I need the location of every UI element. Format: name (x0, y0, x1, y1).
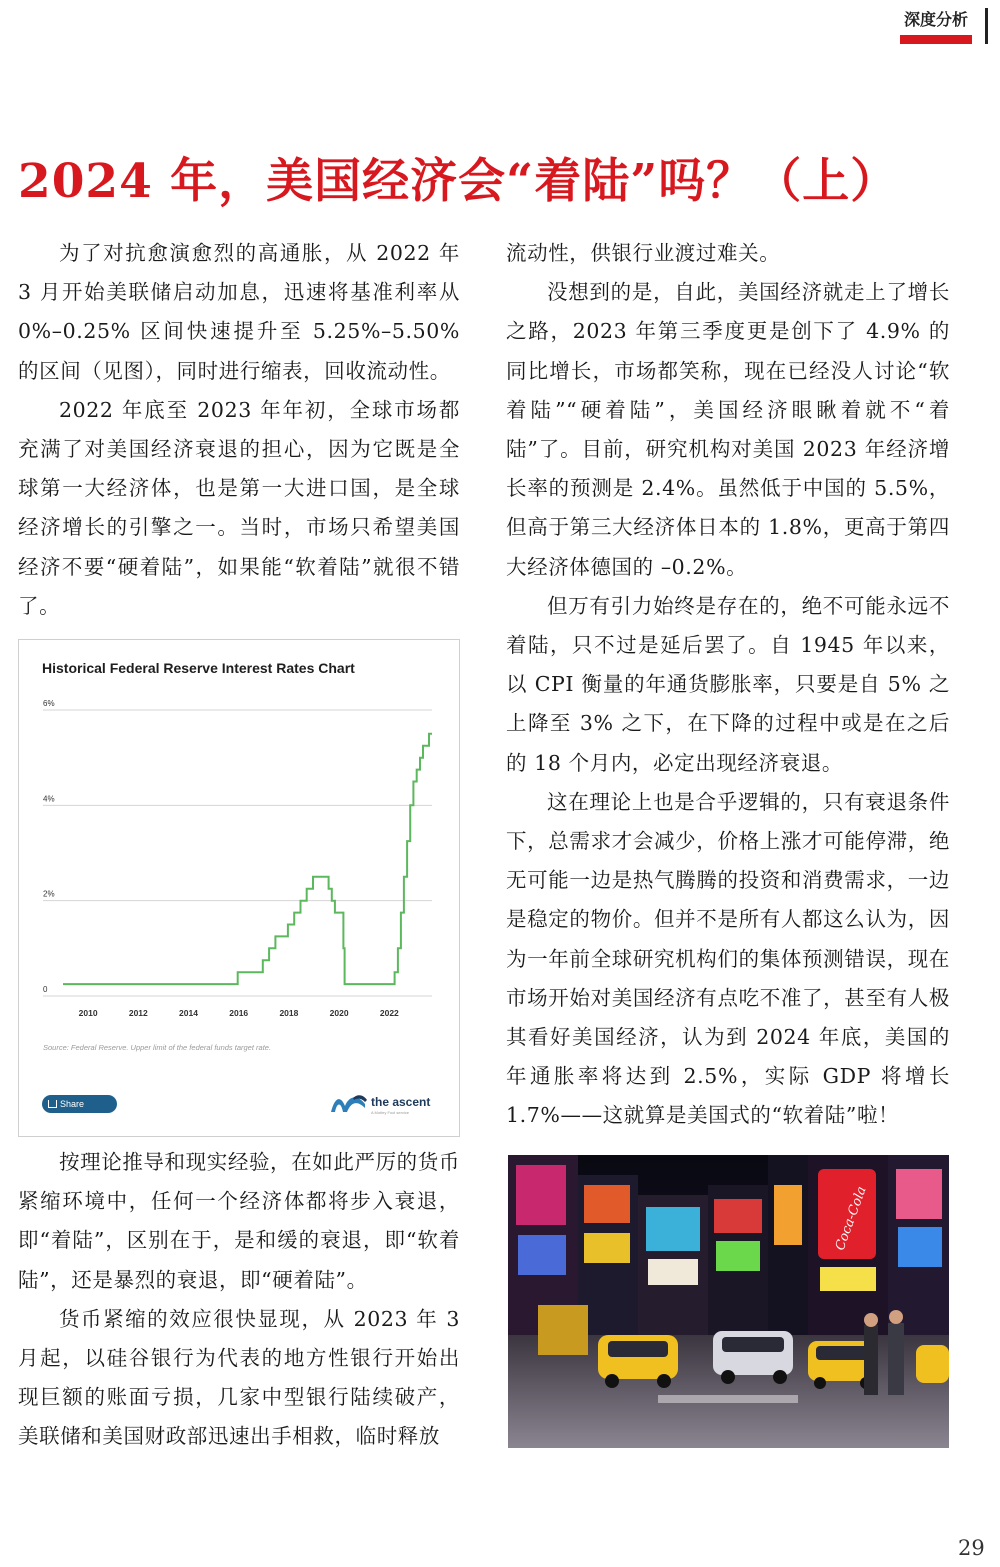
left-column-bottom (18, 1143, 460, 1457)
fed-rate-chart (18, 639, 460, 1137)
right-column (506, 234, 950, 1136)
paragraph: 没想到的是，自此，美国经济就走上了增长之路，2023 年第三季度更是创下了 4.9% 的同比增长，市场都笑称，现在已经没人讨论“软着陆”“硬着陆”，美国经济眼瞅着就不“着陆”了。目前，研究机构对美国 2023 年经济增长率的预测是 2.4%。虽然低于中国的 5.5%，但高于第三大经济体日本的 1.8%，更高于第四大经济体德国的 –0.2%。 (506, 280, 950, 579)
article-title: 2024 年，美国经济会“着陆”吗？（上） (18, 154, 899, 209)
y-tick-label: 6% (43, 699, 55, 708)
paragraph: 按理论推导和现实经验，在如此严厉的货币紧缩环境中，任何一个经济体都将步入衰退，即“着陆”，区别在于，是和缓的衰退，即“软着陆”，还是暴烈的衰退，即“硬着陆”。 (18, 1150, 460, 1292)
the-ascent-logo (329, 1090, 441, 1118)
share-icon (48, 1100, 57, 1108)
y-tick-label: 2% (43, 889, 55, 899)
logo-text: the ascent (371, 1095, 431, 1109)
logo-subtext: A Motley Fool service (371, 1110, 410, 1115)
x-tick-label: 2020 (329, 1008, 349, 1018)
share-button[interactable] (42, 1095, 117, 1113)
rate-line (63, 734, 432, 984)
paragraph: 2022 年底至 2023 年年初，全球市场都充满了对美国经济衰退的担心，因为它既是全球第一大经济体，也是第一大进口国，是全球经济增长的引擎之一。当时，市场只希望美国经济不要“硬着陆”，如果能“软着陆”就很不错了。 (18, 397, 460, 618)
x-tick-label: 2012 (128, 1008, 148, 1018)
paragraph: 但万有引力始终是存在的，绝不可能永远不着陆，只不过是延后罢了。自 1945 年以来，以 CPI 衡量的年通货膨胀率，只要是自 5% 之上降至 3% 之下，在下降的过程中或是在之后的 18 个月内，必定出现经济衰退。 (506, 593, 950, 775)
coca-cola-sign-text: Coca-Cola (832, 1184, 870, 1253)
section-tag (900, 8, 972, 46)
section-tag-bar (900, 35, 972, 44)
share-button-label: Share (60, 1099, 85, 1109)
times-square-photo (508, 1155, 949, 1448)
paragraph-continuation: 流动性，供银行业渡过难关。 (506, 241, 781, 265)
page-number: 29 (958, 1536, 985, 1560)
x-tick-label: 2014 (179, 1008, 198, 1018)
y-tick-label: 4% (43, 794, 55, 804)
paragraph: 货币紧缩的效应很快显现，从 2023 年 3 月起，以硅谷银行为代表的地方性银行开始出现巨额的账面亏损，几家中型银行陆续破产，美联储和美国财政部迅速出手相救，临时释放 (18, 1306, 460, 1449)
x-tick-label: 2016 (229, 1008, 249, 1018)
x-tick-label: 2022 (379, 1008, 399, 1018)
paragraph: 为了对抗愈演愈烈的高通胀，从 2022 年 3 月开始美联储启动加息，迅速将基准利率从 0%–0.25% 区间快速提升至 5.25%–5.50% 的区间（见图），同时进行缩表，回收流动性。 (18, 241, 460, 383)
times-square-illustration (508, 1155, 949, 1448)
ascent-logo-icon (329, 1090, 369, 1116)
section-label: 深度分析 (903, 10, 968, 29)
chart-canvas (19, 640, 459, 1136)
x-tick-label: 2018 (279, 1008, 299, 1018)
chart-title: Historical Federal Reserve Interest Rates Chart (42, 660, 355, 676)
x-tick-label: 2010 (78, 1008, 98, 1018)
header-divider (985, 8, 988, 44)
left-column-top (18, 234, 460, 626)
chart-source-note: Source: Federal Reserve. Upper limit of the federal funds target rate. (43, 1043, 272, 1052)
y-tick-label: 0 (43, 985, 48, 994)
paragraph: 这在理论上也是合乎逻辑的，只有衰退条件下，总需求才会减少，价格上涨才可能停滞，绝无可能一边是热气腾腾的投资和消费需求，一边是稳定的物价。但并不是所有人都这么认为，因为一年前全球研究机构们的集体预测错误，现在市场开始对美国经济有点吃不准了，甚至有人极其看好美国经济，认为到 2024 年底，美国的年通胀率将达到 2.5%，实际 GDP 将增长 1.7%——这就算是美国式的“软着陆”啦！ (506, 789, 950, 1128)
